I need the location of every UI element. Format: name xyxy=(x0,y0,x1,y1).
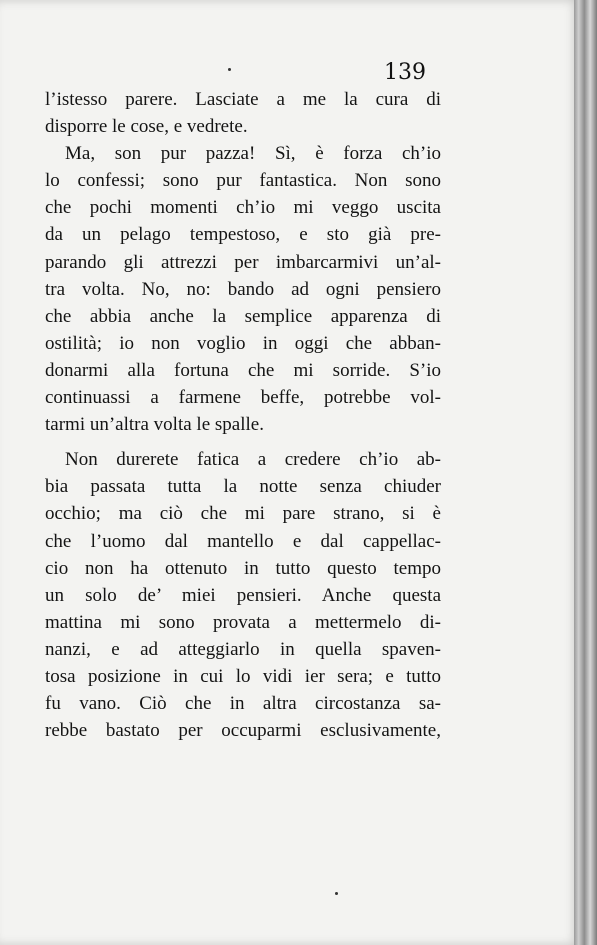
text-line: l’istesso parere. Lasciate a me la cura di xyxy=(45,89,441,110)
text-line: Ma, son pur pazza! Sì, è forza ch’io xyxy=(65,143,441,165)
text-line: da un pelago tempestoso, e sto già pre- xyxy=(45,224,441,246)
text-line: continuassi a farmene beffe, potrebbe vol- xyxy=(45,387,441,409)
page-edge-shadow xyxy=(574,0,597,945)
text-line: che pochi momenti ch’io mi veggo uscita xyxy=(45,197,441,219)
text-line: fu vano. Ciò che in altra circostanza sa- xyxy=(45,693,441,715)
text-line: che l’uomo dal mantello e dal cappellac- xyxy=(45,530,441,552)
text-line: mattina mi sono provata a mettermelo di- xyxy=(45,611,441,633)
ink-speck xyxy=(335,892,338,895)
text-line: disporre le cose, e vedrete. xyxy=(45,116,248,138)
text-line: lo confessi; sono pur fantastica. Non sono xyxy=(45,170,441,192)
text-line: bia passata tutta la notte senza chiuder xyxy=(45,476,441,498)
text-line: Non durerete fatica a credere ch’io ab- xyxy=(65,449,441,471)
paragraph-gap xyxy=(45,438,441,446)
text-line: che abbia anche la semplice apparenza di xyxy=(45,305,441,327)
text-line: donarmi alla fortuna che mi sorride. S’io xyxy=(45,359,441,381)
text-line: parando gli attrezzi per imbarcarmivi un’al- xyxy=(45,251,441,273)
text-line: rebbe bastato per occuparmi esclusivamente, xyxy=(45,720,441,742)
text-line: tra volta. No, no: bando ad ogni pensiero xyxy=(45,278,441,300)
paragraph xyxy=(45,140,441,438)
text-line: occhio; ma ciò che mi pare strano, si è xyxy=(45,503,441,525)
text-line: tarmi un’altra volta le spalle. xyxy=(45,414,264,436)
paragraph xyxy=(45,86,441,140)
text-line: tosa posizione in cui lo vidi ier sera; e tutto xyxy=(45,665,441,687)
text-line: cio non ha ottenuto in tutto questo tempo xyxy=(45,557,441,579)
text-line: nanzi, e ad atteggiarlo in quella spaven- xyxy=(45,638,441,660)
paragraph xyxy=(45,446,441,744)
text-line: un solo de’ miei pensieri. Anche questa xyxy=(45,584,441,606)
text-line: ostilità; io non voglio in oggi che abban- xyxy=(45,332,441,354)
page-number: 139 xyxy=(384,60,426,85)
page-text xyxy=(45,86,441,744)
ink-speck xyxy=(228,68,231,71)
